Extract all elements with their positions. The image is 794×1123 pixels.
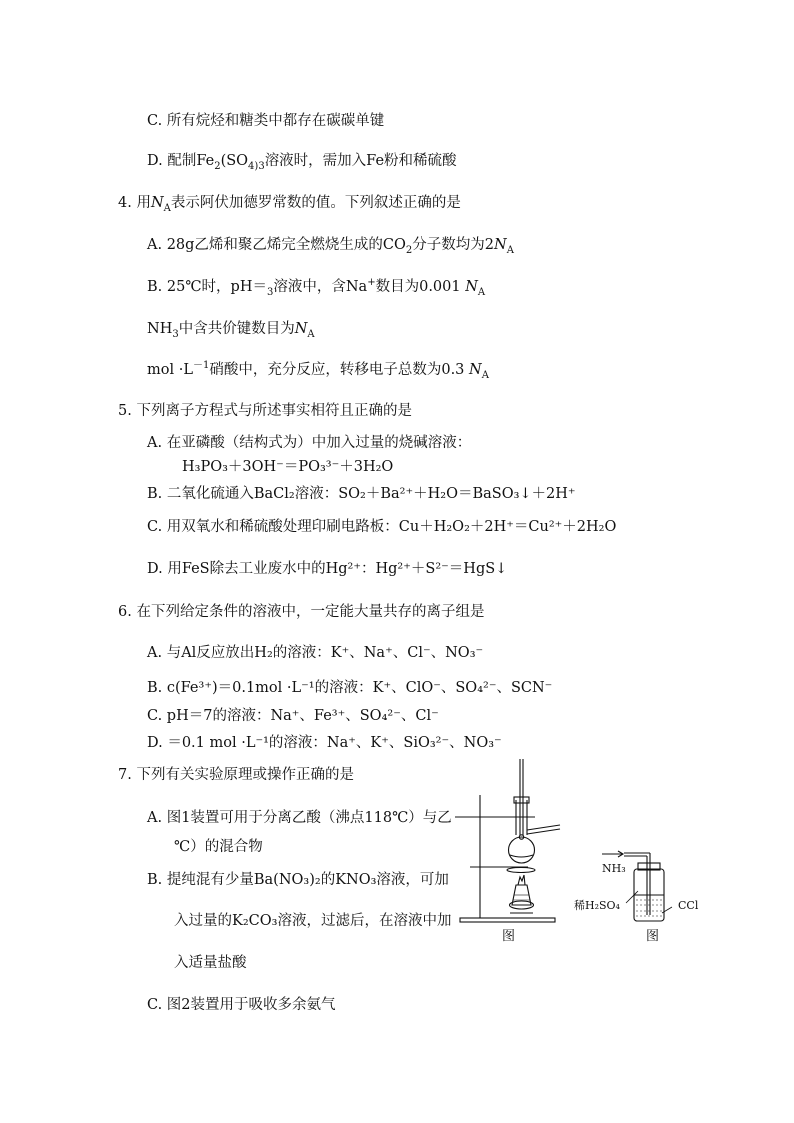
q4-option-d-mid: 硝酸中，充分反应，转移电子总数为0.3 [209,362,470,378]
distillation-apparatus-drawing [440,755,570,945]
q7-stem: 7. 下列有关实验原理或操作正确的是 [118,767,354,783]
q4-option-c [147,319,315,339]
q3-option-d-mid: (SO [220,153,249,169]
q6-option-a: A. 与Al反应放出H₂的溶液：K⁺、Na⁺、Cl⁻、NO₃⁻ [147,645,484,661]
q6-option-c: C. pH＝7的溶液：Na⁺、Fe³⁺、SO₄²⁻、Cl⁻ [147,708,439,724]
q3-option-d-post: 溶液时，需加入Fe粉和稀硫酸 [264,153,457,169]
figure-2-ccl-label: CCl [678,899,699,912]
q7-option-b-line3: 入适量盐酸 [174,955,247,971]
q3-sub: 4 [248,160,255,172]
q3-option-c-text: C. 所有烷烃和糖类中都存在碳碳单键 [147,113,385,129]
q3-sub: 2 [214,160,221,172]
q4-stem-post: 表示阿伏加德罗常数的值。下列叙述正确的是 [170,195,461,211]
absorption-bottle-drawing [572,845,712,945]
figure-2-nh3-label: NH₃ [602,862,626,875]
q5-option-a-equation: H₃PO₃＋3OH⁻＝PO₃³⁻＋3H₂O [182,459,394,475]
q7-option-b-line2: 入过量的K₂CO₃溶液，过滤后，在溶液中加 [174,913,452,929]
q7-option-c: C. 图2装置用于吸收多余氨气 [147,997,336,1013]
q4-option-a-mid: 分子数均为2 [412,237,495,253]
avogadro-symbol: N [469,362,482,378]
avogadro-sub: A [163,202,171,214]
avogadro-sub: A [307,328,315,340]
q5-option-c: C. 用双氧水和稀硫酸处理印刷电路板：Cu＋H₂O₂＋2H⁺＝Cu²⁺＋2H₂O [147,519,617,535]
avogadro-sub: A [477,286,486,298]
q4-option-c-post: 中含共价键数目为 [178,321,295,337]
figure-2-absorption [572,845,712,945]
q4-option-b-post: 数目为0.001 [375,279,466,295]
q4-option-c-pre: NH [147,321,173,337]
avogadro-symbol: N [494,237,507,253]
q4-option-d-pre: mol ·L [147,362,193,378]
q6-option-d: D. ＝0.1 mol ·L⁻¹的溶液：Na⁺、K⁺、SiO₃²⁻、NO₃⁻ [147,735,502,751]
q7-option-a-line1: A. 图1装置可用于分离乙酸（沸点118℃）与乙 [147,810,452,826]
figure-1-label: 图 [502,929,516,944]
q3-sub: )3 [254,160,265,172]
q5-option-b: B. 二氧化硫通入BaCl₂溶液：SO₂＋Ba²⁺＋H₂O＝BaSO₃↓＋2H⁺ [147,486,576,502]
q4-sub: 2 [405,244,413,256]
avogadro-symbol: N [150,195,164,211]
q7-option-a-line2: ℃）的混合物 [174,839,263,855]
q3-option-d-pre: D. 配制Fe [147,153,215,169]
q4-sub: 3 [266,286,274,298]
avogadro-sub: A [481,369,489,381]
q4-option-d: mol $\cdot L^{-1}$硝酸中，充分反应，转移电子总数为0.3 $N_A$ [147,360,489,381]
avogadro-symbol: N [465,279,478,295]
q4-option-b-pre: B. 25℃时，pH＝ [147,279,267,295]
q4-stem-pre: 4. 用 [118,195,151,211]
q5-stem: 5. 下列离子方程式与所述事实相符且正确的是 [118,403,412,419]
q6-option-b: B. c(Fe³⁺)＝0.1mol ·L⁻¹的溶液：K⁺、ClO⁻、SO₄²⁻、SCN⁻ [147,680,553,696]
avogadro-sub: A [506,244,514,256]
q5-option-a: A. 在亚磷酸（结构式为）中加入过量的烧碱溶液： [147,435,472,451]
avogadro-symbol: N [294,321,308,337]
q4-option-b: B. 25℃时，$pH=_3$溶液中，含Na+数目为0.001 $N_A$ [147,277,486,298]
q3-option-c [147,111,384,131]
q3-option-d [147,151,457,171]
q5-option-d: D. 用FeS除去工业废水中的Hg²⁺：Hg²⁺＋S²⁻＝HgS↓ [147,561,508,577]
figure-2-label: 图 [646,929,660,944]
figure-2-h2so4-label: 稀H₂SO₄ [574,899,620,912]
q6-stem: 6. 在下列给定条件的溶液中，一定能大量共存的离子组是 [118,604,485,620]
figure-1-distillation [440,755,570,945]
q4-sub: 3 [172,328,179,340]
q4-option-a [147,235,514,255]
q4-option-a-pre: A. 28g乙烯和聚乙烯完全燃烧生成的CO [147,237,406,253]
q4-stem [118,193,461,213]
q7-option-b-line1: B. 提纯混有少量Ba(NO₃)₂的KNO₃溶液，可加 [147,872,449,888]
q4-option-b-mid: 溶液中，含Na [273,279,368,295]
